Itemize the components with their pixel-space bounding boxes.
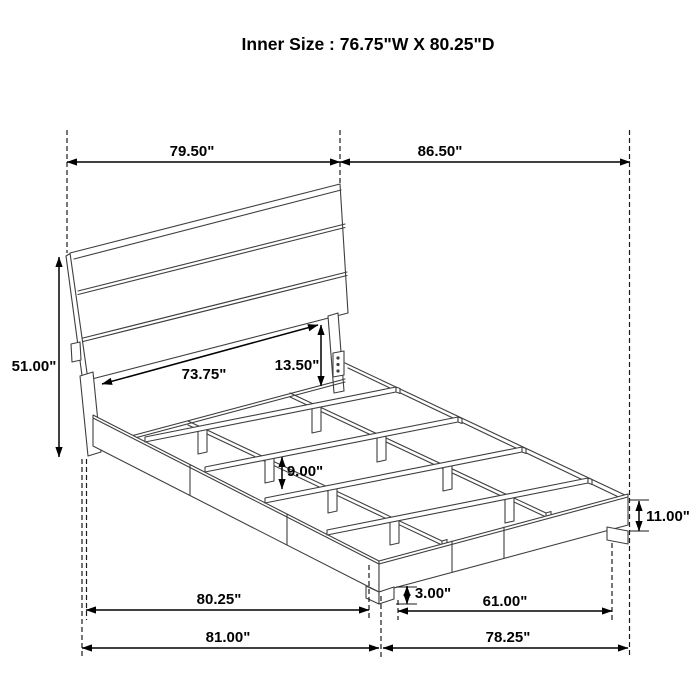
headboard-hook-slot [71, 342, 81, 362]
bed-drawing [66, 184, 628, 604]
foot-rail [379, 494, 628, 592]
bracket-hole [336, 356, 339, 359]
dim-label-headboard-clearance: 13.50" [274, 357, 320, 374]
bracket-hole [336, 369, 339, 372]
slat [145, 387, 396, 442]
dim-label-side-height: 11.00" [646, 508, 690, 525]
dim-label-slat-clearance: 9.00" [286, 463, 324, 480]
dim-label-top-right-depth: 86.50" [417, 143, 463, 160]
slat-end-cap [396, 387, 400, 394]
slats [145, 387, 592, 535]
slat-end-cap [522, 447, 526, 454]
dim-label-base-width-outer: 81.00" [205, 629, 251, 646]
slat-end-cap [458, 417, 462, 424]
dim-label-headboard-height: 51.00" [11, 358, 57, 375]
slat [205, 417, 458, 472]
dim-label-base-depth-outer: 78.25" [485, 629, 531, 646]
diagram-title: Inner Size : 76.75"W X 80.25"D [241, 34, 495, 54]
dim-label-base-width-inner: 80.25" [196, 591, 242, 608]
support-post [312, 405, 321, 433]
right-corner-foot [607, 527, 628, 544]
dim-label-top-left-width: 79.50" [169, 143, 215, 160]
head-rail-edge [101, 379, 345, 447]
dim-label-foot-inner-depth: 61.00" [482, 593, 528, 610]
dim-label-foot-height: 3.00" [414, 585, 452, 602]
slat-end-cap [588, 478, 592, 485]
dim-label-inner-width: 73.75" [181, 366, 227, 383]
bracket-hole [336, 363, 339, 366]
